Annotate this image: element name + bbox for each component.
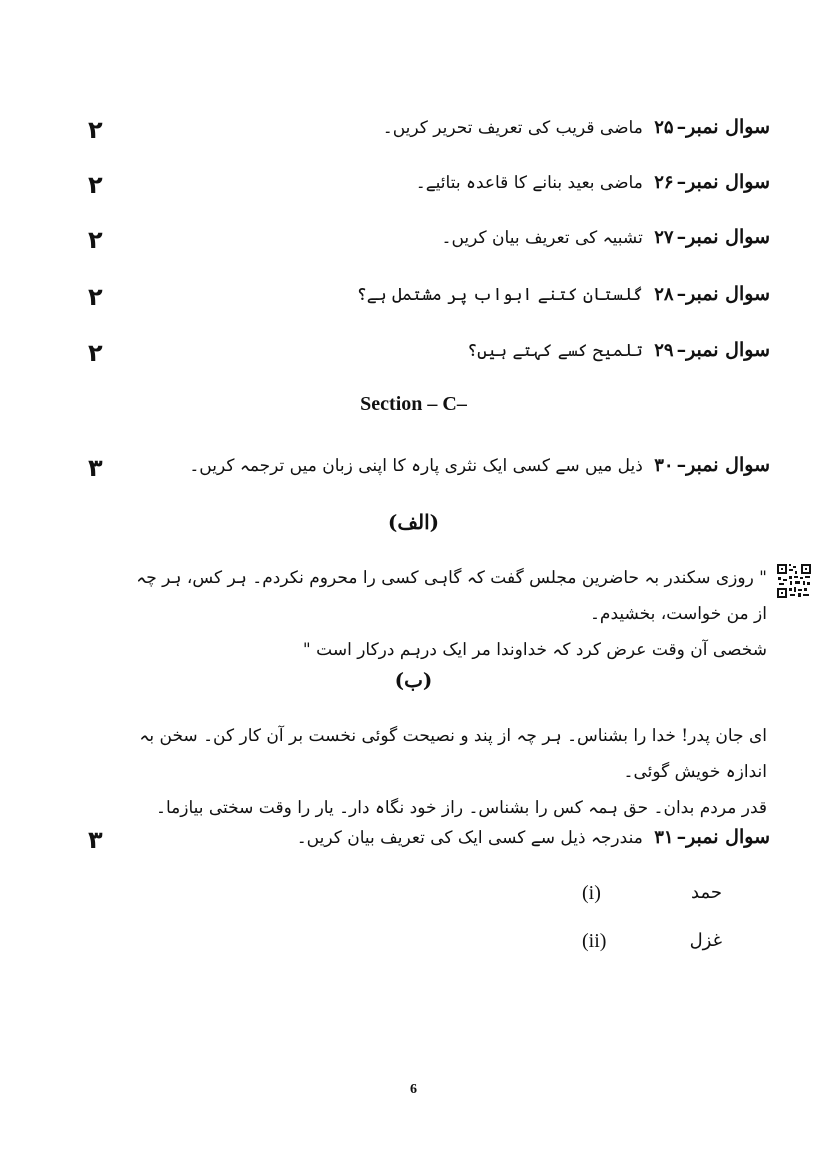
question-label: سوال نمبر– [676,826,770,848]
part-a-heading: (الف) [387,510,440,534]
question-row [80,222,770,262]
question-row [80,822,770,862]
question-row [80,450,770,490]
page-number: 6 [410,1082,417,1097]
passage-line: قدر مردم بدان۔ حق ہمہ کس را بشناس۔ راز خود نگاہ دار۔ یار را وقت سختی بیازما۔ [155,798,767,818]
question-text: ماضی بعید بنانے کا قاعدہ بتائیے۔ [415,173,643,193]
question-label: سوال نمبر– [676,226,770,248]
question-text: ماضی قریب کی تعریف تحریر کریں۔ [382,118,643,138]
question-content [357,283,770,305]
question-label: سوال نمبر– [676,283,770,305]
option-numeral: (i) [582,882,601,904]
option-item [582,928,722,960]
option-item [582,880,722,912]
question-marks: ۲ [88,171,103,199]
part-a-passage [127,560,767,668]
question-number: ۲۹ [654,340,674,361]
question-label: سوال نمبر– [676,339,770,361]
passage-line: " روزی سکندر بہ حاضرین مجلس گفت کہ گاہی کسی را محروم نکردم۔ ہر کس، ہر چہ از من خواست، بخشیدم۔ [136,568,767,624]
question-marks: ۳ [88,454,103,482]
question-marks: ۲ [88,116,103,144]
question-content [189,454,770,476]
passage-line: شخصی آن وقت عرض کرد کہ خداوندا مر ایک درہم درکار است " [302,640,767,660]
qr-code-icon [776,563,812,599]
option-term: حمد [691,882,722,903]
question-content [416,171,770,193]
question-label: سوال نمبر– [676,116,770,138]
part-b-passage [127,718,767,826]
question-content [383,116,770,138]
question-marks: ۲ [88,339,103,367]
question-number: ۲۸ [654,284,674,305]
question-row [80,167,770,207]
question-number: ۲۵ [654,117,674,138]
question-text: تلمیح کسے کہتے ہیں؟ [467,341,643,361]
option-numeral: (ii) [582,930,607,952]
part-b-heading: (ب) [394,668,433,692]
question-number: ۲۶ [654,172,674,193]
question-row [80,279,770,319]
question-text: ذیل میں سے کسی ایک نثری پارہ کا اپنی زبان میں ترجمہ کریں۔ [189,456,643,476]
passage-line: ای جان پدر! خدا را بشناس۔ ہر چہ از پند و نصیحت گوئی نخست بر آن کار کن۔ سخن بہ اندازہ خویش گوئی۔ [139,726,767,782]
question-content [467,339,770,361]
question-label: سوال نمبر– [676,454,770,476]
question-text: گلستان کتنے ابواب پر مشتمل ہے؟ [356,285,643,305]
question-number: ۲۷ [654,227,674,248]
question-marks: ۲ [88,283,103,311]
question-text: مندرجہ ذیل سے کسی ایک کی تعریف بیان کریں۔ [296,828,643,848]
question-row [80,112,770,152]
option-term: غزل [689,930,722,951]
section-title: Section – C– [360,393,467,415]
question-number: ۳۱ [654,827,674,848]
question-marks: ۲ [88,226,103,254]
question-number: ۳۰ [654,455,674,476]
question-content [442,226,770,248]
question-text: تشبیہ کی تعریف بیان کریں۔ [441,228,643,248]
question-content [297,826,770,848]
question-label: سوال نمبر– [676,171,770,193]
question-marks: ۳ [88,826,103,854]
question-row [80,335,770,375]
